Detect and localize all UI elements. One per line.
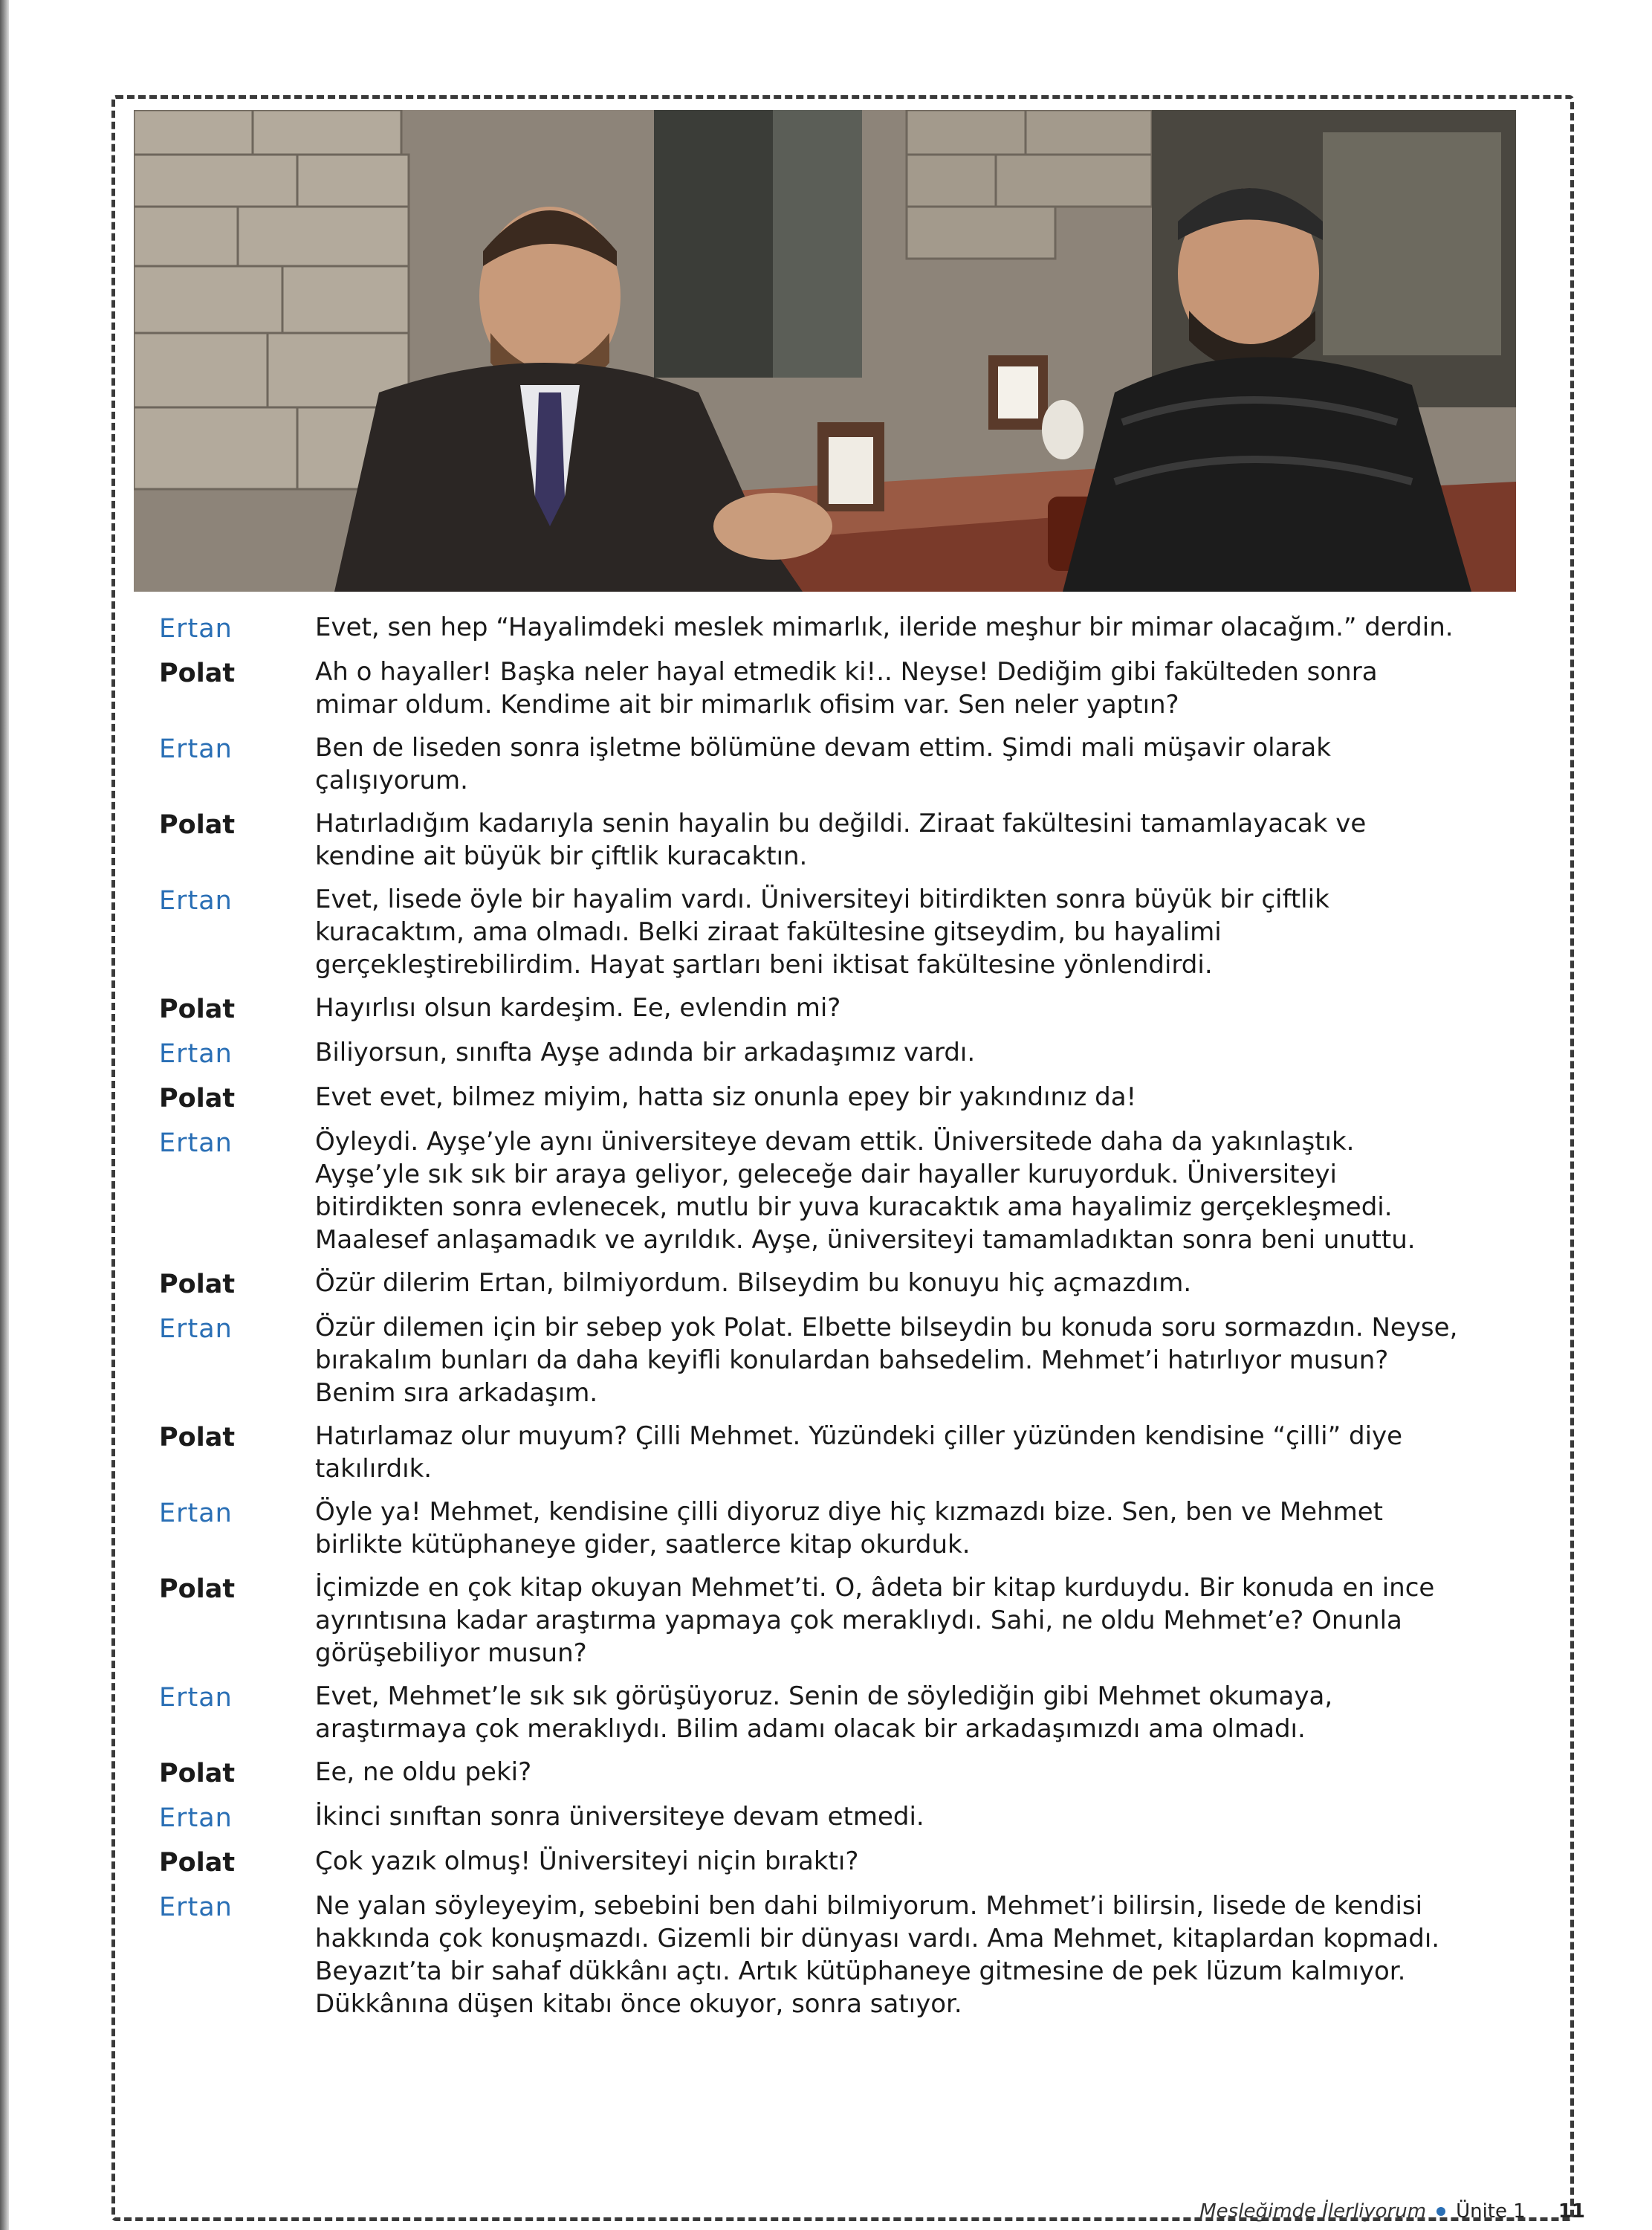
- speaker-name: Polat: [159, 1084, 236, 1114]
- speaker-name: Ertan: [159, 1499, 233, 1528]
- dialogue-turn: [159, 1036, 1467, 1070]
- dialogue: [159, 611, 1467, 2031]
- dialogue-line: Evet, lisede öyle bir hayalim vardı. Üniversiteyi bitirdikten sonra büyük bir çiftlik kuracaktım, ama olmadı. Belki ziraat fakültesine gitseydim, bu hayalimi gerçekleştirebilirdim. Hayat şartları beni iktisat fakültesine yönlendirdi.: [315, 885, 1329, 980]
- dialogue-turn: [159, 992, 1467, 1026]
- dialogue-turn: [159, 1267, 1467, 1301]
- dialogue-turn: [159, 1125, 1467, 1256]
- page-footer: [1199, 2200, 1585, 2223]
- dialogue-line: İçimizde en çok kitap okuyan Mehmet’ti. O, âdeta bir kitap kurduydu. Bir konuda en ince ayrıntısına kadar araştırma yapmaya çok meraklıydı. Sahi, ne oldu Mehmet’e? Onunla görüşebiliyor musun?: [315, 1573, 1435, 1668]
- dialogue-turn: [159, 731, 1467, 797]
- dialogue-line: Hayırlısı olsun kardeşim. Ee, evlendin mi?: [315, 993, 841, 1023]
- dialogue-turn: [159, 883, 1467, 981]
- dialogue-turn: [159, 1311, 1467, 1409]
- dialogue-line: Hatırlamaz olur muyum? Çilli Mehmet. Yüzündeki çiller yüzünden kendisine “çilli” diye takılırdık.: [315, 1421, 1403, 1484]
- speaker-name: Polat: [159, 1270, 236, 1299]
- dialogue-line: Ben de liseden sonra işletme bölümüne devam ettim. Şimdi mali müşavir olarak çalışıyorum.: [315, 733, 1331, 795]
- speaker-name: Ertan: [159, 614, 233, 644]
- speaker-name: Polat: [159, 1574, 236, 1604]
- dialogue-turn: [159, 1800, 1467, 1835]
- dialogue-line: Evet evet, bilmez miyim, hatta siz onunla epey bir yakındınız da!: [315, 1082, 1137, 1112]
- dialogue-line: Çok yazık olmuş! Üniversiteyi niçin bıraktı?: [315, 1846, 859, 1876]
- dialogue-turn: [159, 1571, 1467, 1670]
- dialogue-line: Özür dilemen için bir sebep yok Polat. Elbette bilseydin bu konuda soru sormazdın. Neyse, bırakalım bunları da daha keyifli konulardan bahsedelim. Mehmet’i hatırlıyor musun? Benim sıra arkadaşım.: [315, 1313, 1458, 1408]
- speaker-name: Ertan: [159, 1893, 233, 1922]
- speaker-name: Polat: [159, 810, 236, 840]
- speaker-name: Ertan: [159, 1039, 233, 1069]
- dialogue-line: Ee, ne oldu peki?: [315, 1757, 532, 1787]
- dialogue-turn: [159, 656, 1467, 721]
- speaker-name: Polat: [159, 1423, 236, 1452]
- speaker-name: Polat: [159, 1759, 236, 1788]
- speaker-name: Ertan: [159, 734, 233, 764]
- dialogue-turn: [159, 611, 1467, 645]
- speaker-name: Ertan: [159, 1683, 233, 1713]
- footer-unit: Ünite 1: [1456, 2200, 1526, 2223]
- dialogue-line: İkinci sınıftan sonra üniversiteye devam etmedi.: [315, 1802, 924, 1832]
- cafe-conversation-photo: [134, 110, 1516, 592]
- dialogue-line: Evet, Mehmet’le sık sık görüşüyoruz. Senin de söylediğin gibi Mehmet okumaya, araştırmaya çok meraklıydı. Bilim adamı olacak bir arkadaşımızdı ama olmadı.: [315, 1681, 1333, 1744]
- dialogue-turn: [159, 807, 1467, 873]
- speaker-name: Polat: [159, 659, 236, 688]
- book-spine-edge: [0, 0, 9, 2230]
- dialogue-turn: [159, 1081, 1467, 1115]
- bullet-dot-icon: [1436, 2207, 1445, 2216]
- speaker-name: Ertan: [159, 1314, 233, 1344]
- dialogue-line: Hatırladığım kadarıyla senin hayalin bu değildi. Ziraat fakültesini tamamlayacak ve kendine ait büyük bir çiftlik kuracaktın.: [315, 809, 1367, 871]
- speaker-name: Polat: [159, 1848, 236, 1878]
- dialogue-turn: [159, 1890, 1467, 2020]
- dialogue-turn: [159, 1845, 1467, 1879]
- dialogue-line: Ah o hayaller! Başka neler hayal etmedik ki!.. Neyse! Dediğim gibi fakülteden sonra mimar oldum. Kendime ait bir mimarlık ofisim var. Sen neler yaptın?: [315, 657, 1378, 720]
- dialogue-line: Evet, sen hep “Hayalimdeki meslek mimarlık, ileride meşhur bir mimar olacağım.” derdin.: [315, 613, 1454, 642]
- dialogue-turn: [159, 1680, 1467, 1745]
- dialogue-line: Biliyorsun, sınıfta Ayşe adında bir arkadaşımız vardı.: [315, 1038, 976, 1067]
- dialogue-line: Öyle ya! Mehmet, kendisine çilli diyoruz diye hiç kızmazdı bize. Sen, ben ve Mehmet birlikte kütüphaneye gider, saatlerce kitap okurduk.: [315, 1497, 1383, 1560]
- dialogue-turn: [159, 1756, 1467, 1790]
- speaker-name: Polat: [159, 995, 236, 1024]
- footer-book-title: Mesleğimde İlerliyorum: [1199, 2200, 1427, 2223]
- dialogue-line: Ne yalan söyleyeyim, sebebini ben dahi bilmiyorum. Mehmet’i bilirsin, lisede de kendisi hakkında çok konuşmazdı. Gizemli bir dünyası vardı. Ama Mehmet, kitaplardan kopmadı. Beyazıt’ta bir sahaf dükkânı açtı. Artık kütüphaneye gitmesine de pek lüzum kalmıyor. Dükkânına düşen kitabı önce okuyor, sonra satıyor.: [315, 1891, 1440, 2019]
- speaker-name: Ertan: [159, 1803, 233, 1833]
- dialogue-line: Özür dilerim Ertan, bilmiyordum. Bilseydim bu konuyu hiç açmazdım.: [315, 1268, 1192, 1298]
- dialogue-turn: [159, 1420, 1467, 1485]
- speaker-name: Ertan: [159, 1128, 233, 1158]
- dialogue-line: Öyleydi. Ayşe’yle aynı üniversiteye devam ettik. Üniversitede daha da yakınlaştık. Ayşe’yle sık sık bir araya geliyor, geleceğe dair hayaller kuruyorduk. Üniversiteyi bitirdikten sonra evlenecek, mutlu bir yuva kuracaktık ama hayalimiz gerçekleşmedi. Maalesef anlaşamadık ve ayrıldık. Ayşe, üniversiteyi tamamladıktan sonra beni unuttu.: [315, 1127, 1416, 1255]
- speaker-name: Ertan: [159, 886, 233, 916]
- page-number: 11: [1558, 2200, 1585, 2223]
- dialogue-turn: [159, 1496, 1467, 1561]
- photo-illustration: [134, 110, 1516, 592]
